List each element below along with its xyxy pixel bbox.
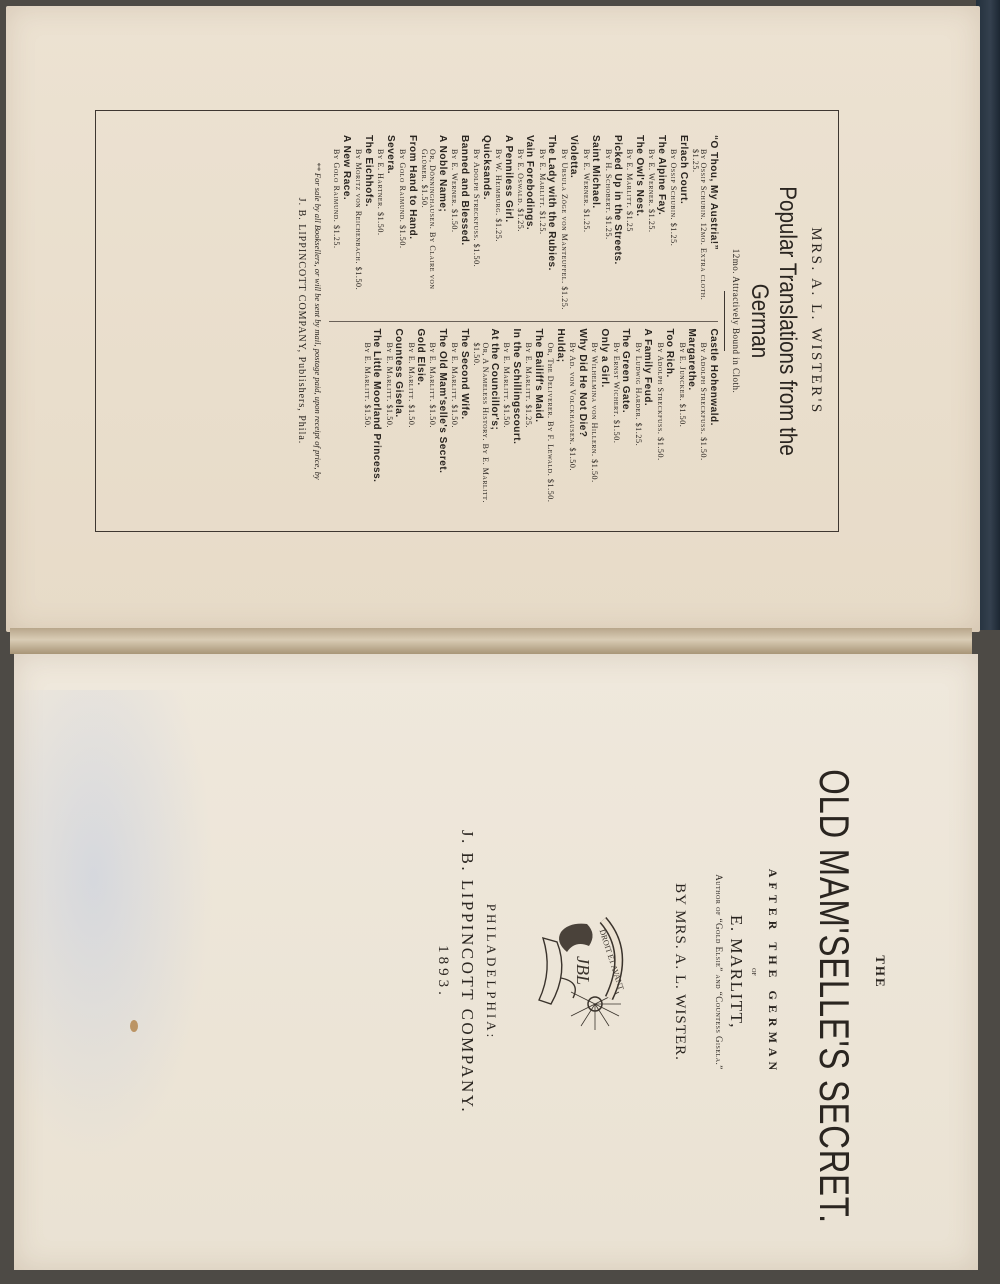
publisher-device-icon (529, 912, 647, 1032)
advert-entry-title: Margarethe. (686, 328, 698, 391)
advert-entry-meta: By E. Oswald. $1.25. (515, 149, 525, 232)
advert-entry (362, 328, 381, 507)
advert-entry (655, 328, 674, 507)
advert-entry-title: A Family Feud. (642, 328, 654, 407)
advert-entry-title: The Lady with the Rubies. (546, 135, 558, 271)
advert-entry-meta: By Ossip Schubin. 12mo. Extra cloth. $1.25. (691, 149, 709, 301)
advert-entry-title: Saint Michael. (590, 135, 602, 209)
advert-entry-title: The Owl's Nest. (633, 135, 645, 217)
advert-entry-title: Quicksands. (480, 135, 492, 200)
advert-entry-meta: By Moritz von Reichenbach. $1.50. (354, 149, 364, 291)
advert-entry-meta: By E. Werner. $1.50. (450, 149, 460, 233)
book-gutter (10, 628, 972, 654)
advert-entry (354, 135, 373, 314)
advert-entry-title: Erlach Court. (677, 135, 689, 205)
advert-entry-meta: By E. Marlitt. $1.50. (406, 342, 416, 429)
advert-entry-meta: By Adolph Streckfuss. $1.50. (699, 342, 709, 461)
advert-entry-meta: By H. Schobert. $1.25. (603, 149, 613, 240)
advert-entry-meta: By Ossip Schubin. $1.25. (669, 149, 679, 247)
title-author: E. MARLITT, (727, 915, 746, 1029)
advert-entry-meta: By Ludwig Harder. $1.25. (633, 342, 643, 447)
title-author-note: Author of “Gold Elsie” and “Countess Gisela.” (714, 874, 724, 1070)
advert-entry-title: The Little Moorland Princess. (371, 328, 383, 483)
advert-entry-meta: By E. Werner. $1.25. (647, 149, 657, 233)
advert-entry-meta: Or, Dönninghausen. By Claire von Glümer. $1.50. (420, 149, 438, 290)
device-foliage (559, 924, 593, 952)
advert-entry (603, 135, 622, 314)
advert-entry (376, 135, 395, 314)
advert-columns (329, 135, 718, 507)
advert-entry-title: Castle Hohenwald. (708, 328, 719, 426)
advert-entry (332, 135, 351, 314)
advert-entry-title: A Noble Name; (436, 135, 448, 213)
advert-entry-title: The Alpine Fay. (655, 135, 667, 216)
advert-entry-meta: By E. Marlitt. $1.50. (502, 342, 512, 429)
advert-entry-title: Picked Up in the Streets. (612, 135, 624, 265)
advert-entry (384, 328, 403, 507)
advert-entry-meta: By Wilhelmina von Hillern. $1.50. (590, 342, 600, 483)
advert-publisher: J. B. LIPPINCOTT COMPANY, Publishers, Phila. (295, 197, 307, 445)
advert-entry-meta: By Golo Raimund. $1.50. (398, 149, 408, 249)
advert-entry (691, 135, 718, 314)
advert-entry (494, 135, 513, 314)
advert-entry-title: Only a Girl. (598, 328, 610, 388)
device-motto: DROIT ET AVANT (597, 928, 626, 992)
title-of: of (750, 968, 759, 976)
advert-entry-title: Banned and Blessed. (458, 135, 470, 246)
advert-entry-title: Too Rich. (664, 328, 676, 378)
advert-entry-meta: Or, A Nameless History. By E. Marlitt. $1.50. (472, 342, 490, 504)
advert-entry-title: Vain Forebodings. (524, 135, 536, 231)
advert-entry-title: The Old Mam'selle's Secret. (436, 328, 448, 474)
advert-entry-meta: By Ernst Wichert. $1.50. (611, 342, 621, 444)
advert-entry (669, 135, 688, 314)
advert-entry-meta: By E. Marlitt. $1.25. (537, 149, 547, 235)
advert-entry-meta: By Ad. von Volckhausen. $1.50. (568, 342, 578, 472)
advert-entry-meta: By W. Heimburg. $1.25. (494, 149, 504, 242)
advert-entry-title: The Second Wife. (458, 328, 470, 420)
advert-entry (502, 328, 521, 507)
advert-entry (537, 135, 556, 314)
advert-entry-meta: By Ursula Zöge von Manteuffel. $1.25. (559, 149, 569, 310)
advert-entry-meta: By E. Juncker. $1.50. (677, 342, 687, 428)
advert-entry-meta: By E. Marlitt. $1.50. (428, 342, 438, 429)
advert-entry-title: Gold Elsie. (415, 328, 427, 386)
advert-entry (406, 328, 425, 507)
advert-subtitle: 12mo. Attractively Bound in Cloth. (731, 248, 741, 394)
advert-entry-title: At the Councillor's; (489, 328, 501, 431)
advert-entry (581, 135, 600, 314)
advert-entry (633, 328, 652, 507)
advert-heading: MRS. A. L. WISTER'S (808, 227, 824, 415)
advert-entry-meta: By Golo Raimund. $1.25. (332, 149, 342, 249)
title-the: THE (873, 955, 888, 989)
advert-entry (590, 328, 609, 507)
advert-rule (724, 291, 725, 351)
advert-entry (472, 328, 499, 507)
device-initials: JBL (573, 956, 593, 985)
advert-entry (546, 328, 565, 507)
advert-entry (677, 328, 696, 507)
advert-entry (524, 328, 543, 507)
advert-entry-meta: By Adolph Streckfuss. $1.50. (655, 342, 665, 461)
advert-entry-title: The Green Gate. (620, 328, 632, 414)
advert-entry-meta: By E. Marlitt. $1.50. (362, 342, 372, 429)
advert-entry-meta: By E. Hartner. $1.50. (376, 149, 386, 236)
advert-entry-meta: Or, The Deliverer. By F. Lewald. $1.50. (546, 342, 556, 503)
advert-entry (568, 328, 587, 507)
advert-entry-title: Why Did He Not Die? (576, 328, 588, 438)
advert-entry-meta: By E. Marlitt. $1.50. (450, 342, 460, 429)
book-title: OLD MAM'SELLE'S SECRET. (811, 769, 858, 1224)
advert-entry (450, 135, 469, 314)
title-page-content (128, 712, 888, 1232)
advert-entry-title: Countess Gisela. (393, 328, 405, 418)
advert-entry-title: Severa. (384, 135, 396, 175)
advert-entry (516, 135, 535, 314)
advert-left-column (329, 135, 718, 314)
advert-right-column (329, 328, 718, 507)
device-lower-scroll (539, 938, 562, 1004)
advert-entry (647, 135, 666, 314)
advert-entry-meta: By E. Marlitt. $1.50. (384, 342, 394, 429)
advert-entry (472, 135, 491, 314)
imprint-year: 1893. (435, 945, 451, 999)
advert-entry-title: The Bailiff's Maid. (532, 328, 544, 423)
advert-entry (559, 135, 578, 314)
advert-entry (699, 328, 718, 507)
advert-entry (420, 135, 447, 314)
advert-entry-title: The Eichhofs. (362, 135, 374, 208)
title-translator: BY MRS. A. L. WISTER. (672, 883, 688, 1061)
title-after-german: AFTER THE GERMAN (766, 868, 780, 1076)
imprint-city: PHILADELPHIA: (484, 903, 499, 1041)
advert-entry-title: In the Schillingscourt. (510, 328, 522, 445)
advert-entry-meta: By E. Marlitt. $1.25. (524, 342, 534, 429)
advert-entry (612, 328, 631, 507)
advert-entry-title: Hulda; (554, 328, 566, 363)
advert-footnote: ** For sale by all Booksellers, or will be sent by mail, postage paid, upon receipt of price, by (313, 162, 324, 480)
imprint-publisher: J. B. LIPPINCOTT COMPANY. (458, 829, 477, 1115)
advert-title: Popular Translations from the German (746, 186, 801, 456)
advert-entry-title: From Hand to Hand. (406, 135, 418, 240)
advert-entry (398, 135, 417, 314)
advert-entry (428, 328, 447, 507)
advert-entry-title: Violetta. (568, 135, 580, 179)
advert-entry-title: A Penniless Girl. (502, 135, 514, 223)
advert-entry-meta: By E. Werner. $1.25. (581, 149, 591, 233)
advert-entry-title: “O Thou, My Austria!” (708, 135, 719, 251)
advert-box (95, 110, 839, 532)
advert-entry (625, 135, 644, 314)
advert-entry-title: A New Race. (340, 135, 352, 201)
advert-entry-meta: By Adolph Streckfuss. $1.50. (472, 149, 482, 268)
advert-entry-meta: By E. Marlitt. $1.25 (625, 149, 635, 232)
advert-entry (450, 328, 469, 507)
column-divider (329, 321, 718, 322)
